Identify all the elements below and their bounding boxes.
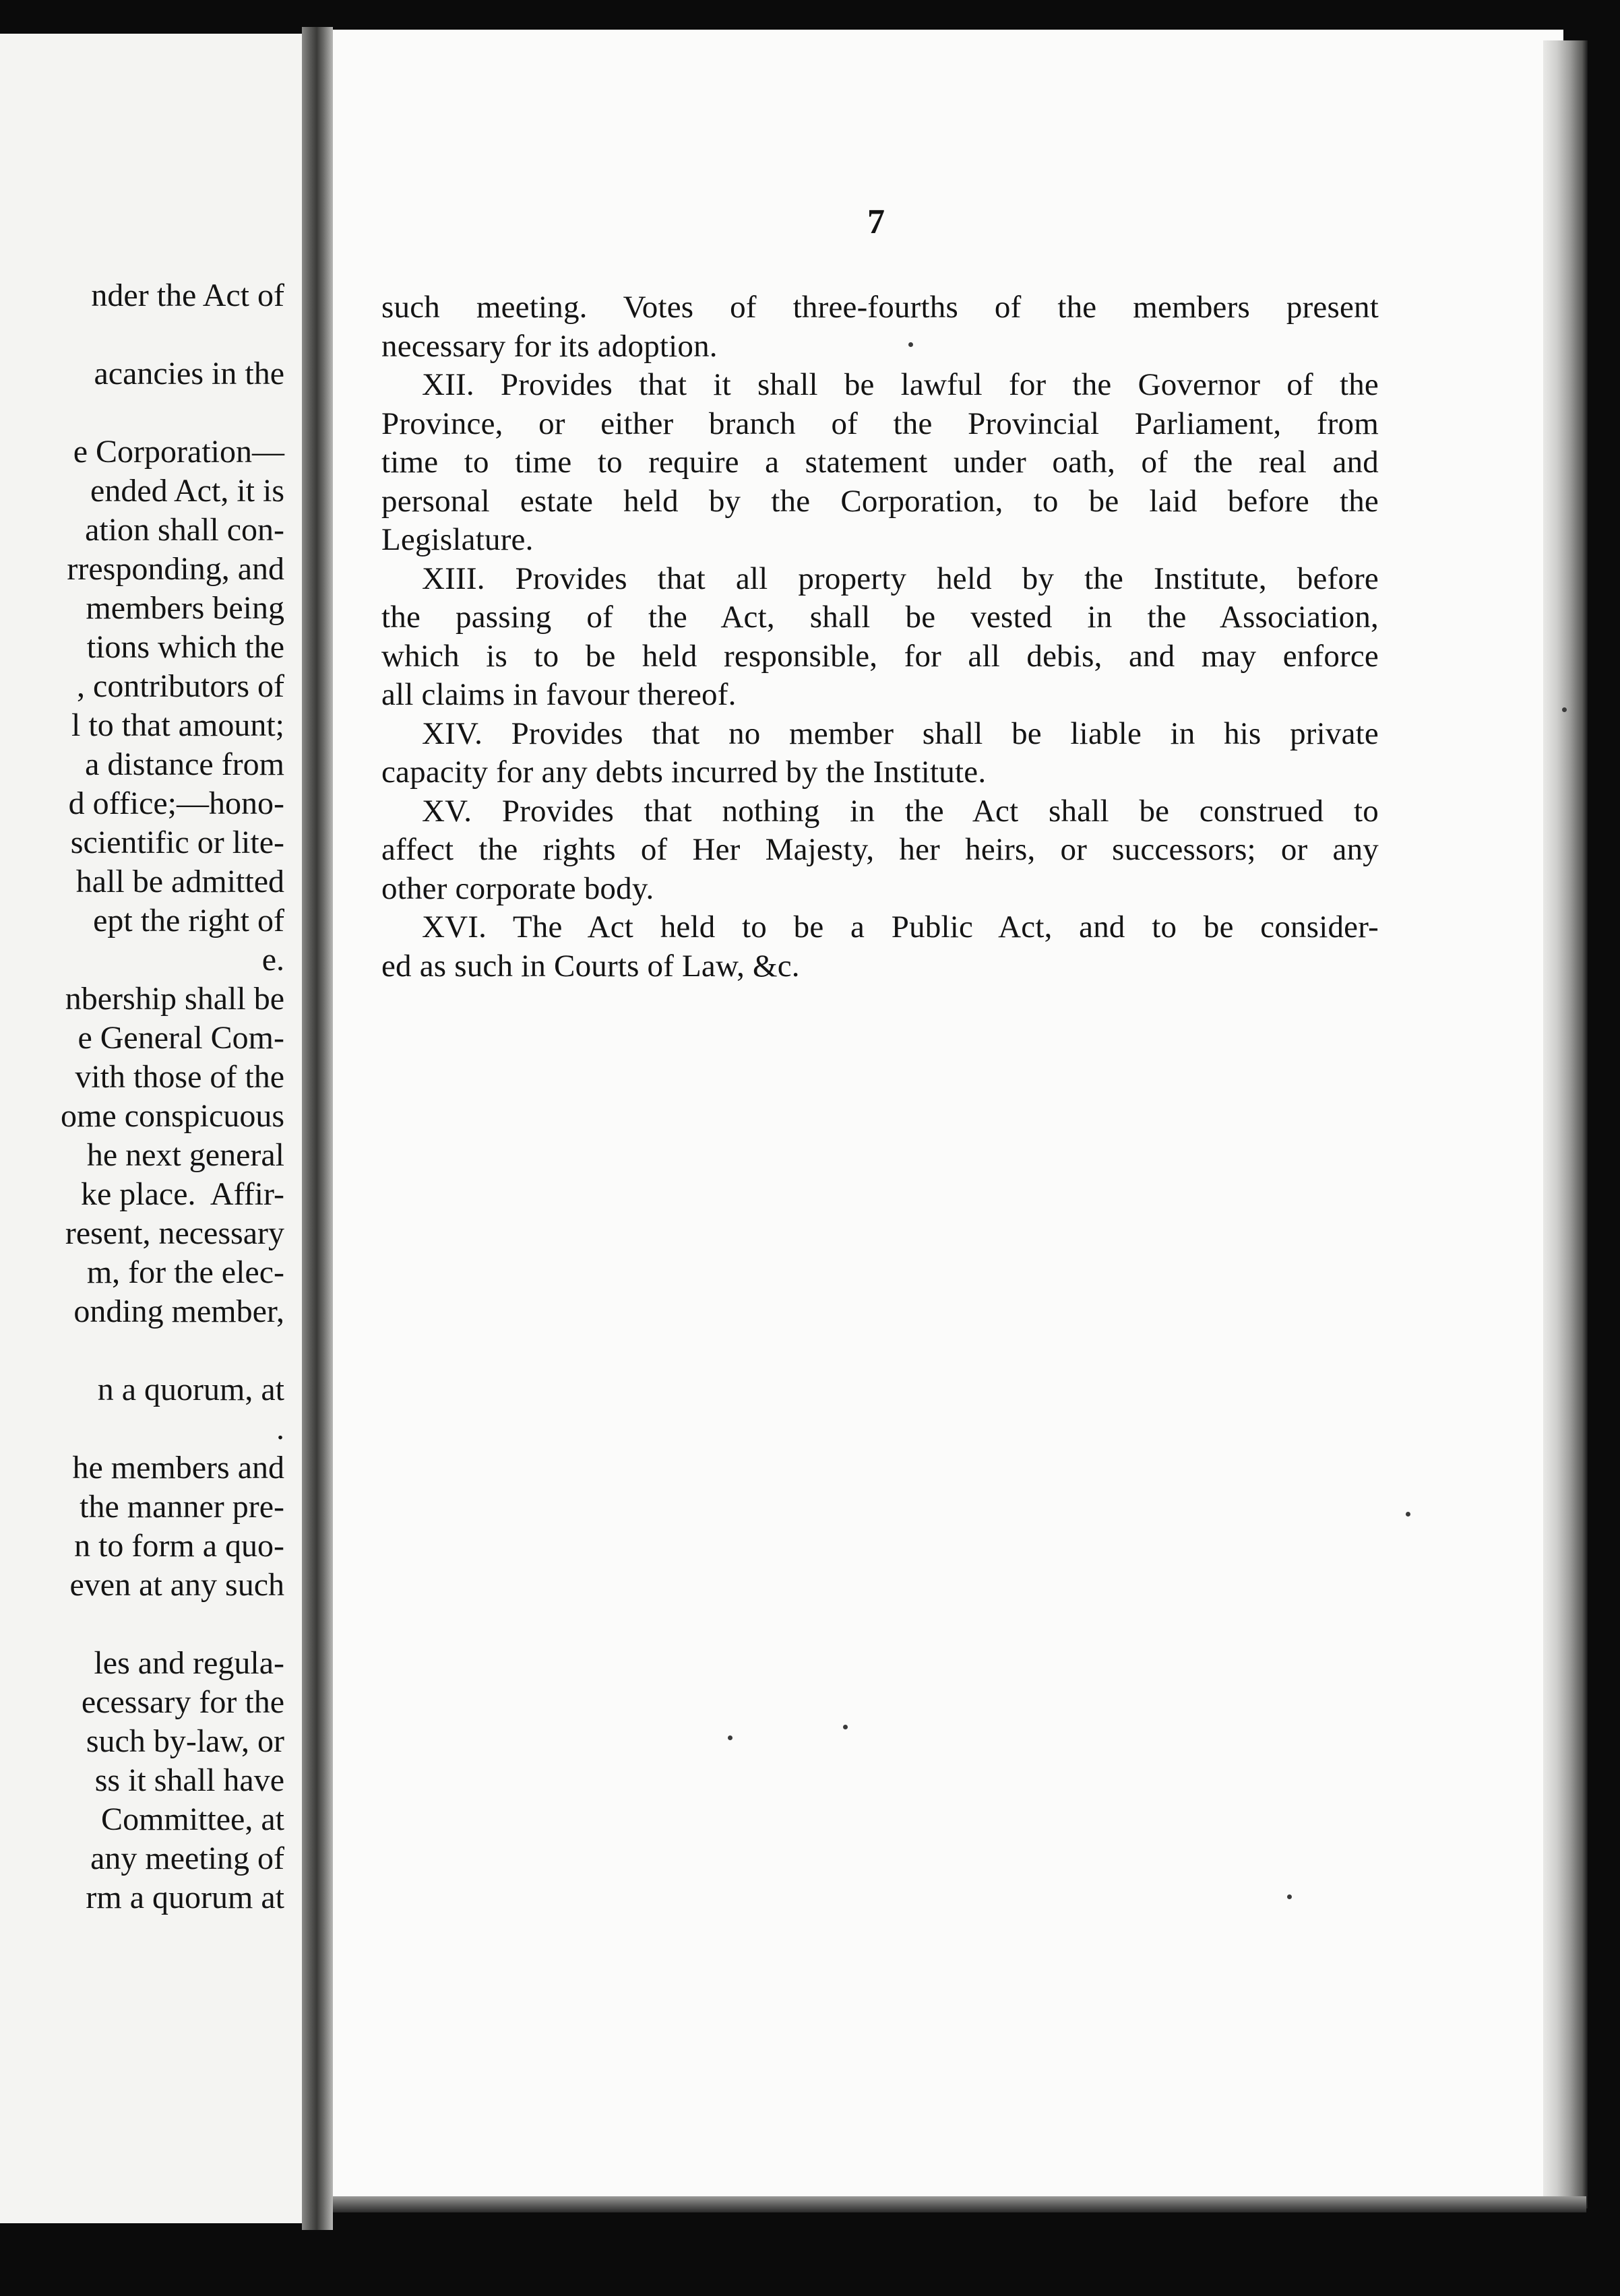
left-text-line: . <box>276 1411 284 1446</box>
text-line: XV. Provides that nothing in the Act shall be construed to <box>422 793 1379 829</box>
left-text-line: n to form a quo- <box>74 1528 284 1564</box>
text-line: which is to be held responsible, for all debis, and may enforce <box>381 638 1379 674</box>
text-line: Province, or either branch of the Provincial Parliament, from <box>381 406 1379 441</box>
left-text-line: ss it shall have <box>94 1762 284 1798</box>
page-edge <box>1543 40 1588 2208</box>
left-text-line: any meeting of <box>90 1841 284 1876</box>
left-text-line: tions which the <box>86 629 284 665</box>
left-page <box>0 34 302 2223</box>
text-line: XIV. Provides that no member shall be liable in his private <box>422 715 1379 751</box>
left-text-line: Committee, at <box>93 1801 284 1837</box>
text-line: such meeting. Votes of three-fourths of the members present <box>381 290 1379 325</box>
left-text-line: e General Com- <box>77 1020 284 1056</box>
ink-speck <box>908 342 913 347</box>
left-text-line: e. <box>261 942 284 978</box>
left-text-line: he members and <box>72 1450 284 1486</box>
book-gutter <box>302 27 333 2230</box>
text-line: personal estate held by the Corporation, to be laid before the <box>381 483 1379 519</box>
left-text-line: hall be admitted <box>75 864 284 899</box>
left-text-line: a distance from <box>77 746 284 782</box>
text-line: ed as such in Courts of Law, &c. <box>381 948 800 984</box>
text-line: all claims in favour thereof. <box>381 677 737 712</box>
text-line: XII. Provides that it shall be lawful for the Governor of the <box>422 367 1379 402</box>
text-line: capacity for any debts incurred by the Institute. <box>381 755 987 790</box>
left-text-line: e Corporation— <box>73 434 284 470</box>
left-text-line: l to that amount; <box>71 707 284 743</box>
left-text-line <box>0 1331 284 1370</box>
text-line: other corporate body. <box>381 870 654 906</box>
left-text-line <box>0 315 284 354</box>
left-text-line: the manner pre- <box>80 1489 284 1525</box>
text-line: Legislature. <box>381 522 534 557</box>
ink-speck <box>1406 1512 1410 1517</box>
left-text-line: scientific or lite- <box>70 825 284 860</box>
left-text-line <box>0 393 284 433</box>
text-line: the passing of the Act, shall be vested in the Association, <box>381 600 1379 635</box>
left-text-line: ept the right of <box>93 903 284 938</box>
left-text-line: ecessary for the <box>81 1684 284 1720</box>
left-text-line: members being <box>77 590 284 626</box>
left-text-line: les and regula- <box>94 1645 284 1681</box>
ink-speck <box>1562 707 1567 712</box>
left-text-line <box>0 1605 284 1644</box>
text-line: time to time to require a statement under oath, of the real and <box>381 445 1379 480</box>
left-text-line: m, for the elec- <box>86 1254 284 1290</box>
left-text-line: resent, necessary <box>65 1215 284 1251</box>
ink-speck <box>728 1735 733 1740</box>
left-text-line: such by-law, or <box>77 1723 284 1759</box>
ink-speck <box>843 1725 848 1729</box>
left-text-line: rresponding, and <box>67 551 284 587</box>
left-page-text <box>0 276 284 1917</box>
left-text-line: rm a quorum at <box>86 1880 284 1915</box>
text-line: affect the rights of Her Majesty, her heirs, or successors; or any <box>381 832 1379 867</box>
left-text-line: onding member, <box>73 1294 284 1329</box>
page-number: 7 <box>867 203 885 241</box>
ink-speck <box>1287 1894 1292 1899</box>
page-bottom-shadow <box>333 2196 1586 2212</box>
left-text-line: ome conspicuous <box>61 1098 284 1134</box>
left-text-line: acancies in the <box>94 356 284 391</box>
left-text-line: even at any such <box>69 1567 284 1603</box>
left-text-line: n a quorum, at <box>97 1372 284 1407</box>
left-text-line: vith those of the <box>75 1059 284 1095</box>
left-text-line: nder the Act of <box>91 278 284 313</box>
left-text-line: ke place. Affir- <box>80 1176 284 1212</box>
left-text-line: , contributors of <box>77 668 284 704</box>
text-line: XIII. Provides that all property held by the Institute, before <box>422 561 1379 596</box>
text-line: necessary for its adoption. <box>381 328 718 364</box>
left-text-line: ended Act, it is <box>90 473 284 509</box>
text-line: XVI. The Act held to be a Public Act, and to be consider- <box>422 910 1379 945</box>
left-text-line: ation shall con- <box>85 512 284 548</box>
body-text <box>381 288 1379 986</box>
left-text-line: nbership shall be <box>65 981 284 1017</box>
left-text-line: he next general <box>86 1137 284 1173</box>
left-text-line: d office;—hono- <box>68 786 284 821</box>
